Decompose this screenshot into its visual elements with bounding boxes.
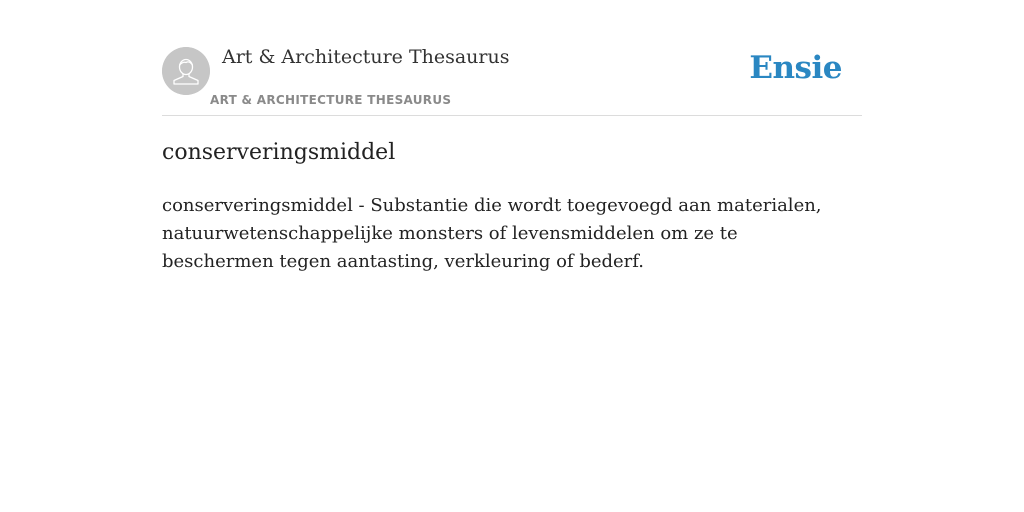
term-title: conserveringsmiddel bbox=[162, 140, 396, 165]
author-name[interactable]: Art & Architecture Thesaurus bbox=[222, 46, 510, 68]
ensie-logo[interactable]: Ensie bbox=[749, 50, 842, 86]
page-container bbox=[162, 0, 862, 272]
user-avatar-icon bbox=[162, 47, 210, 95]
term-definition: conserveringsmiddel - Substantie die wordt toegevoegd aan materialen, natuurwetenschappelijke monsters of levensmiddelen om ze te beschermen tegen aantasting, verkleuring of bederf. bbox=[162, 195, 822, 272]
source-label[interactable]: ART & ARCHITECTURE THESAURUS bbox=[210, 93, 452, 107]
avatar[interactable] bbox=[162, 47, 210, 95]
page-header bbox=[162, 0, 862, 116]
